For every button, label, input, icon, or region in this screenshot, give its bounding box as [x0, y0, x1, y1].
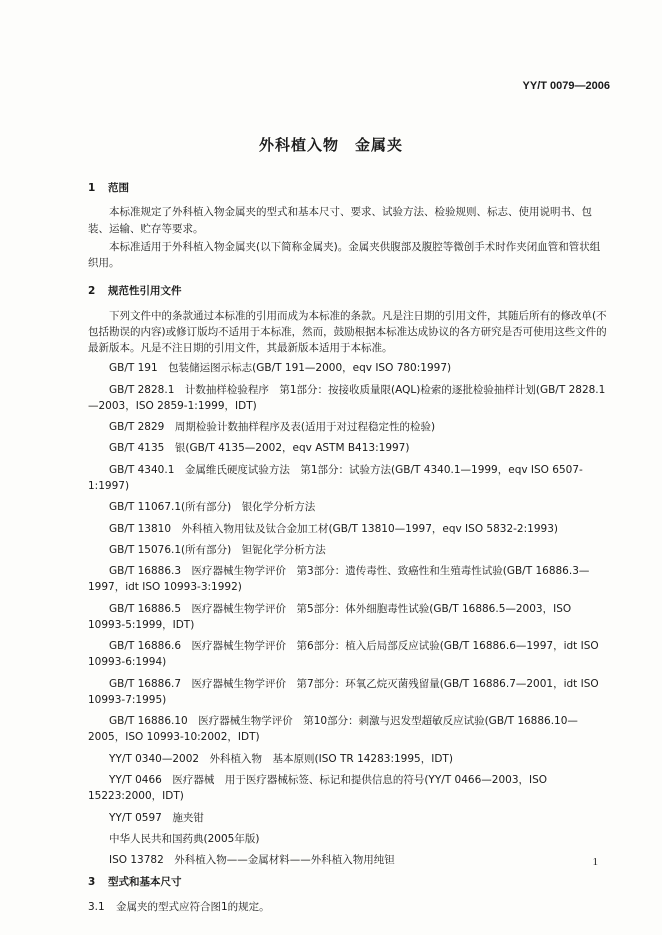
paragraph: 本标准适用于外科植入物金属夹(以下简称金属夹)。金属夹供腹部及腹腔等微创手术时作夹闭血管和管状组织用。	[88, 240, 601, 270]
section-3-heading	[88, 874, 610, 890]
reference-item: GB/T 16886.10 医疗器械生物学评价 第10部分：刺激与迟发型超敏反应试验(GB/T 16886.10—2005，ISO 10993-10:2002，IDT)	[88, 715, 578, 744]
reference-item: GB/T 2829 周期检验计数抽样程序及表(适用于对过程稳定性的检验)	[109, 421, 436, 434]
reference-item: GB/T 15076.1(所有部分) 钽铌化学分析方法	[109, 543, 326, 556]
paragraph: 本标准规定了外科植入物金属夹的型式和基本尺寸、要求、试验方法、检验规则、标志、使用说明书、包装、运输、贮存等要求。	[88, 206, 592, 235]
reference-list	[88, 360, 610, 868]
standard-number: YY/T 0079—2006	[522, 80, 610, 92]
reference-item: GB/T 4135 银(GB/T 4135—2002，eqv ASTM B413:1997)	[109, 442, 410, 455]
reference-item: GB/T 11067.1(所有部分) 银化学分析方法	[109, 501, 316, 514]
section-1-heading	[88, 180, 610, 196]
section-number: 1	[88, 182, 96, 194]
reference-item: YY/T 0340—2002 外科植入物 基本原则(ISO TR 14283:1995，IDT)	[109, 752, 453, 765]
section-title: 规范性引用文件	[108, 285, 182, 298]
reference-item: GB/T 2828.1 计数抽样检验程序 第1部分：按接收质量限(AQL)检索的逐批检验抽样计划(GB/T 2828.1—2003，ISO 2859-1:1999，IDT)	[88, 383, 606, 412]
subsection-number: 3.1	[88, 900, 105, 913]
paragraph: 下列文件中的条款通过本标准的引用而成为本标准的条款。凡是注日期的引用文件，其随后所有的修改单(不包括勘误的内容)或修订版均不适用于本标准，然而，鼓励根据本标准达成协议的各方研究是否可使用这些文件的最新版本。凡是不注日期的引用文件，其最新版本适用于本标准。	[88, 309, 607, 355]
reference-item: GB/T 16886.6 医疗器械生物学评价 第6部分：植入后局部反应试验(GB/T 16886.6—1997，idt ISO 10993-6:1994)	[88, 640, 599, 669]
subsection-3-1	[88, 899, 610, 915]
page-number: 1	[592, 855, 598, 868]
subsection-text: 金属夹的型式应符合图1的规定。	[116, 900, 270, 913]
reference-item: YY/T 0597 施夹钳	[109, 811, 204, 824]
reference-item: GB/T 16886.5 医疗器械生物学评价 第5部分：体外细胞毒性试验(GB/T 16886.5—2003，ISO 10993-5:1999，IDT)	[88, 602, 572, 631]
section-number: 3	[88, 876, 96, 889]
section-number: 2	[88, 285, 96, 298]
section-title: 范围	[108, 182, 129, 194]
section-2-heading	[88, 283, 610, 299]
reference-item: YY/T 0466 医疗器械 用于医疗器械标签、标记和提供信息的符号(YY/T 0466—2003，ISO 15223:2000，IDT)	[88, 773, 548, 803]
reference-item: GB/T 13810 外科植入物用钛及钛合金加工材(GB/T 13810—1997，eqv ISO 5832-2:1993)	[109, 522, 558, 535]
section-title: 型式和基本尺寸	[108, 876, 182, 889]
reference-item: 中华人民共和国药典(2005年版)	[109, 832, 260, 845]
reference-item: ISO 13782 外科植入物——金属材料——外科植入物用纯钽	[109, 854, 395, 867]
reference-item: GB/T 4340.1 金属维氏硬度试验方法 第1部分：试验方法(GB/T 4340.1—1999，eqv ISO 6507-1:1997)	[88, 463, 583, 492]
page-title: 外科植入物 金属夹	[258, 136, 403, 154]
reference-item: GB/T 16886.3 医疗器械生物学评价 第3部分：遗传毒性、致癌性和生殖毒性试验(GB/T 16886.3—1997，idt ISO 10993-3:1992)	[88, 565, 590, 594]
document-body	[88, 180, 610, 915]
reference-item: GB/T 16886.7 医疗器械生物学评价 第7部分：环氧乙烷灭菌残留量(GB/T 16886.7—2001，idt ISO 10993-7:1995)	[88, 677, 599, 706]
reference-item: GB/T 191 包装储运图示标志(GB/T 191—2000，eqv ISO 780:1997)	[109, 362, 452, 375]
